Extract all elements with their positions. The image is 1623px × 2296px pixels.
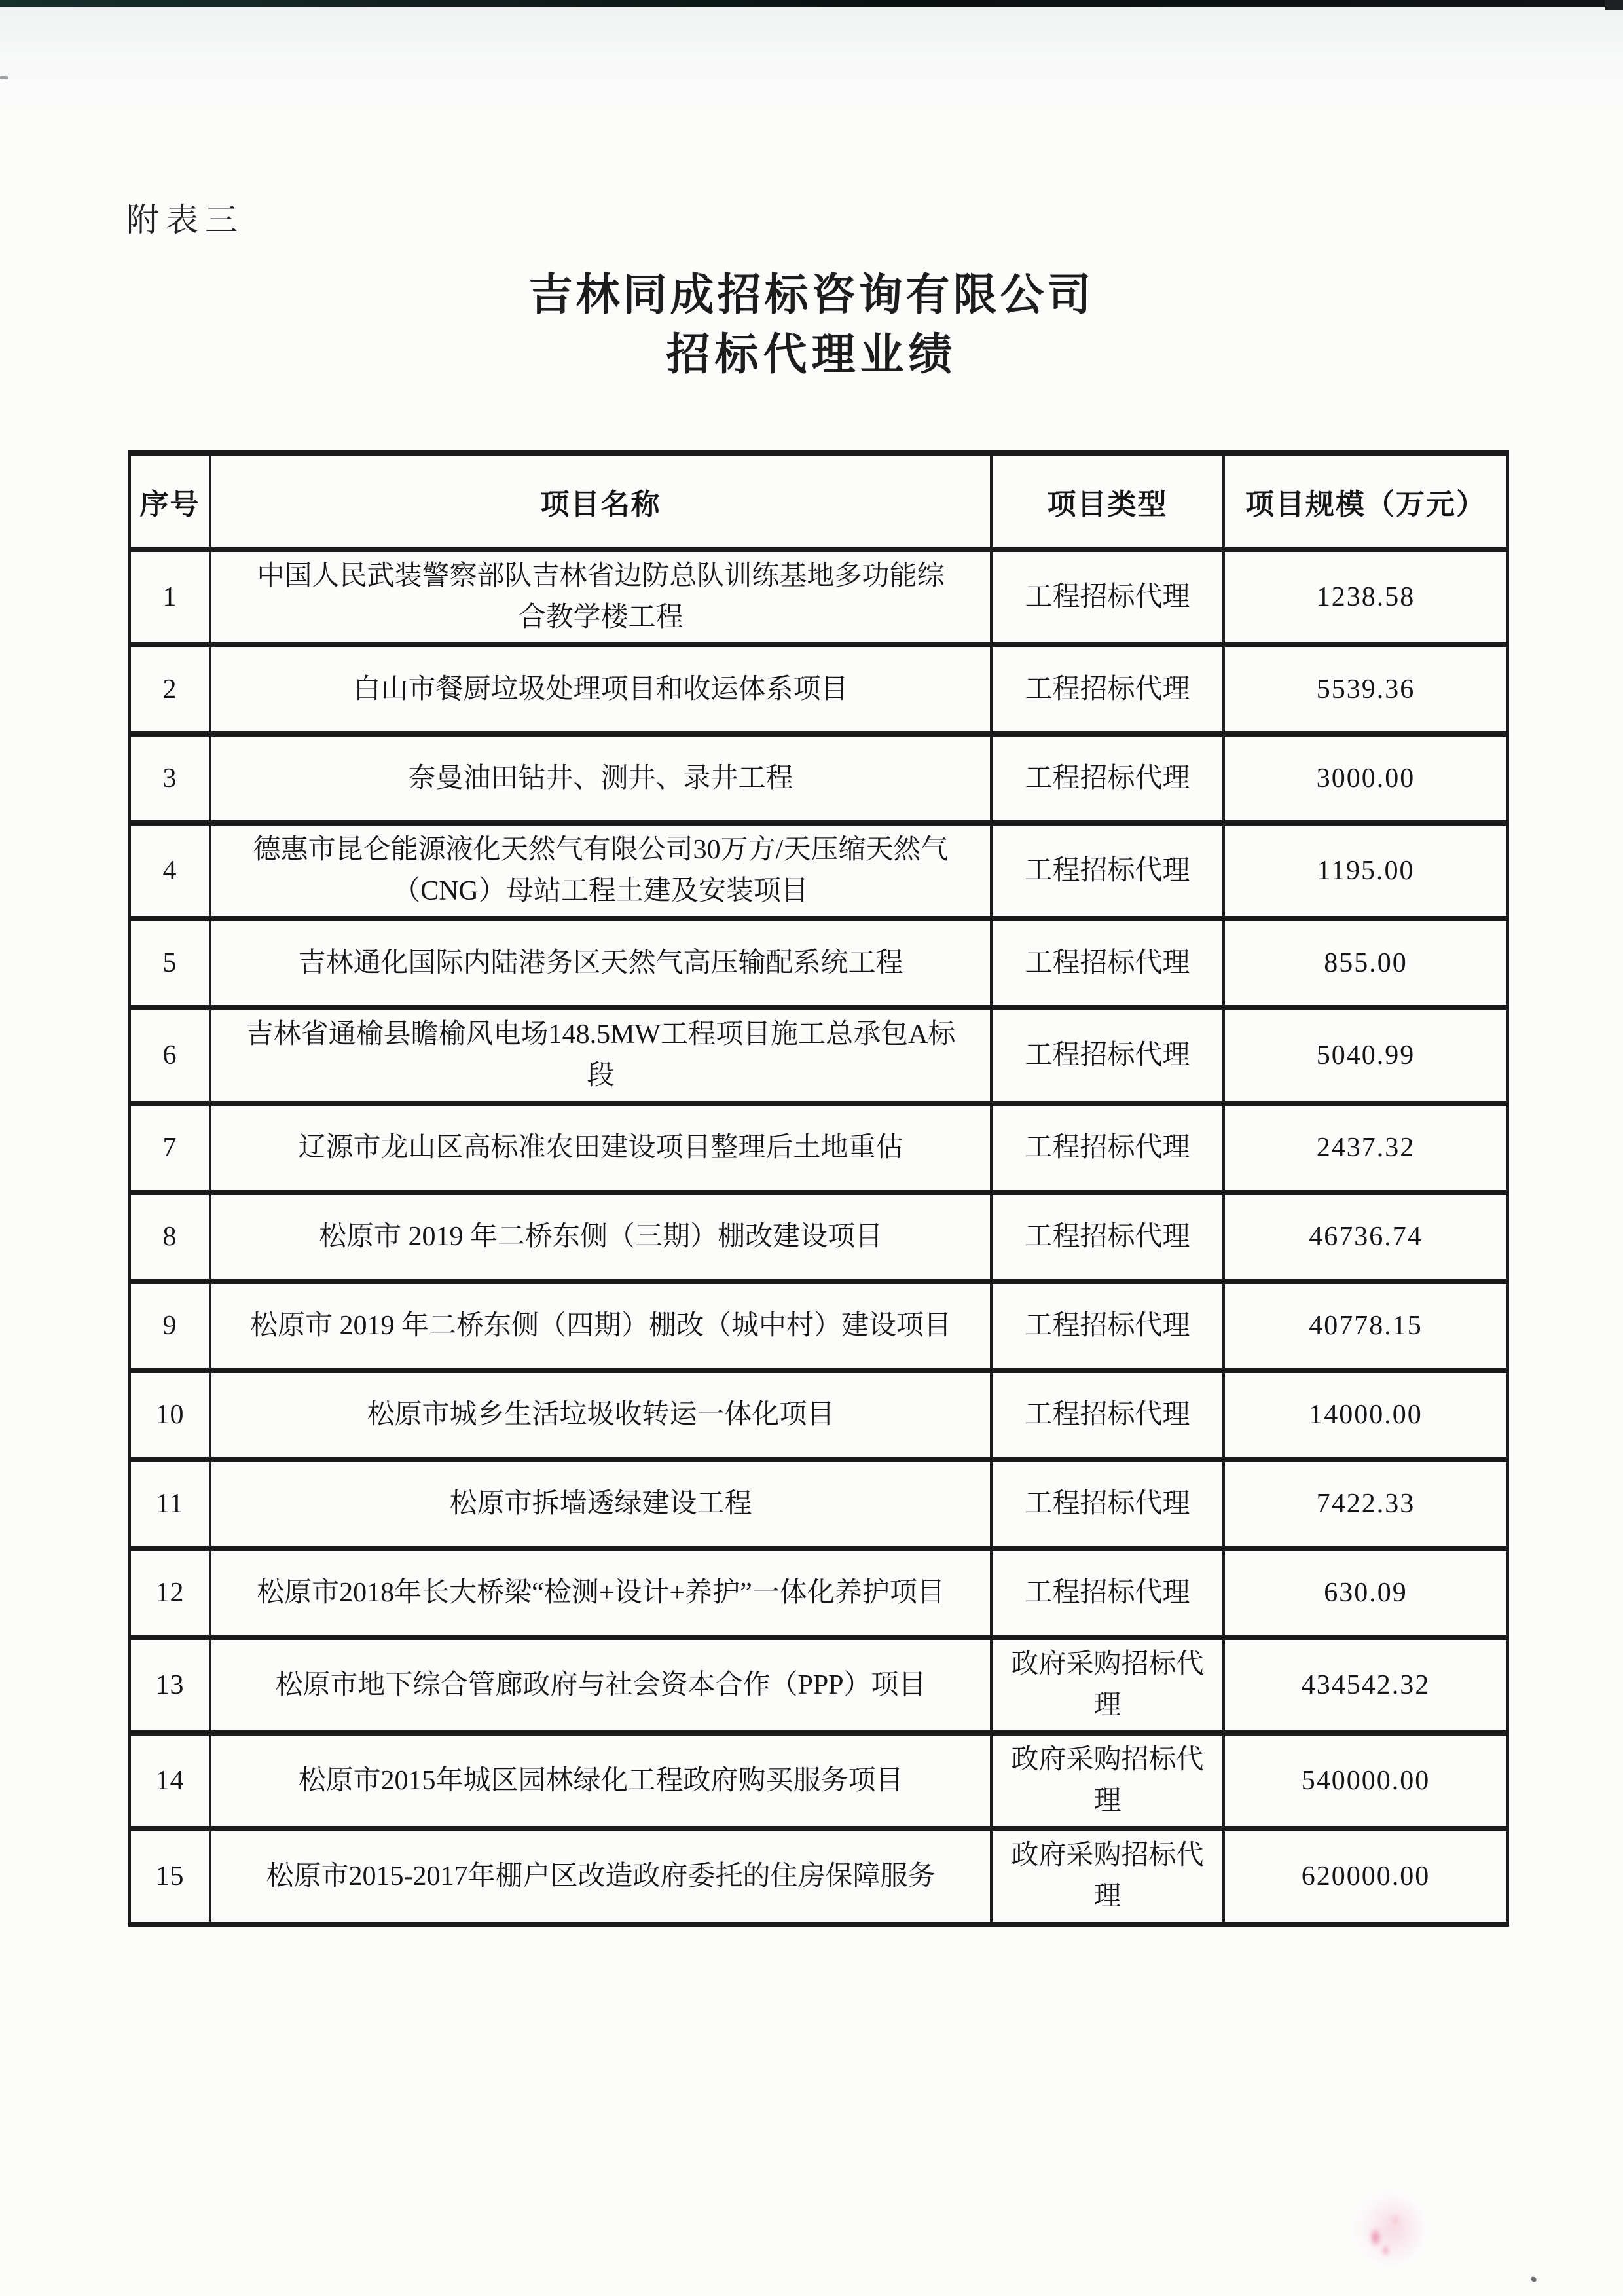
project-type-cell: 工程招标代理 (991, 734, 1224, 823)
header-project-type: 项目类型 (991, 453, 1224, 549)
project-type-cell: 工程招标代理 (991, 823, 1224, 919)
row-index: 1 (130, 549, 210, 645)
row-index: 12 (130, 1548, 210, 1637)
row-index: 8 (130, 1192, 210, 1281)
document-annotation: 附表三 (126, 202, 244, 238)
row-index: 2 (130, 645, 210, 734)
project-type-cell: 政府采购招标代理 (991, 1637, 1224, 1733)
project-name-cell: 白山市餐厨垃圾处理项目和收运体系项目 (210, 645, 991, 734)
project-type-cell: 政府采购招标代理 (991, 1829, 1224, 1924)
row-index: 3 (130, 734, 210, 823)
document-subtitle: 招标代理业绩 (666, 331, 957, 380)
project-name-cell: 松原市 2019 年二桥东侧（四期）棚改（城中村）建设项目 (210, 1281, 991, 1370)
project-type-cell: 工程招标代理 (991, 549, 1224, 645)
project-type-cell: 工程招标代理 (991, 1370, 1224, 1459)
row-index: 7 (130, 1103, 210, 1192)
project-scale-cell: 46736.74 (1224, 1192, 1508, 1281)
project-type-cell: 工程招标代理 (991, 1281, 1224, 1370)
project-type-cell: 工程招标代理 (991, 645, 1224, 734)
project-scale-cell: 855.00 (1224, 919, 1508, 1008)
pink-stamp-smudge (1354, 2192, 1426, 2265)
table-row (130, 823, 1508, 919)
table-row (130, 1829, 1508, 1924)
table-row (130, 1103, 1508, 1192)
scanner-edge-artifact (0, 0, 1623, 7)
project-type-cell: 工程招标代理 (991, 1459, 1224, 1548)
scan-noise-dash (0, 76, 8, 79)
row-index: 9 (130, 1281, 210, 1370)
project-name-cell: 松原市地下综合管廊政府与社会资本合作（PPP）项目 (210, 1637, 991, 1733)
table-row (130, 1637, 1508, 1733)
project-name-cell: 辽源市龙山区高标准农田建设项目整理后土地重估 (210, 1103, 991, 1192)
table-row (130, 734, 1508, 823)
row-index: 6 (130, 1008, 210, 1103)
project-scale-cell: 7422.33 (1224, 1459, 1508, 1548)
row-index: 10 (130, 1370, 210, 1459)
scanner-corner-artifact (1605, 0, 1623, 10)
row-index: 11 (130, 1459, 210, 1548)
project-scale-cell: 434542.32 (1224, 1637, 1508, 1733)
project-scale-cell: 2437.32 (1224, 1103, 1508, 1192)
project-scale-cell: 1238.58 (1224, 549, 1508, 645)
project-type-cell: 工程招标代理 (991, 1192, 1224, 1281)
table-row (130, 1281, 1508, 1370)
table-row (130, 1192, 1508, 1281)
project-name-cell: 奈曼油田钻井、测井、录井工程 (210, 734, 991, 823)
project-type-cell: 工程招标代理 (991, 1548, 1224, 1637)
project-name-cell: 松原市2018年长大桥梁“检测+设计+养护”一体化养护项目 (210, 1548, 991, 1637)
project-type-cell: 工程招标代理 (991, 1008, 1224, 1103)
project-name-cell: 松原市拆墙透绿建设工程 (210, 1459, 991, 1548)
table-row (130, 549, 1508, 645)
row-index: 4 (130, 823, 210, 919)
table-row (130, 645, 1508, 734)
table-row (130, 1008, 1508, 1103)
performance-table-body (130, 549, 1508, 1924)
header-project-name: 项目名称 (210, 453, 991, 549)
table-row (130, 1548, 1508, 1637)
project-scale-cell: 5040.99 (1224, 1008, 1508, 1103)
title-block (0, 270, 1623, 381)
table-header (130, 453, 1508, 549)
row-index: 5 (130, 919, 210, 1008)
project-name-cell: 松原市 2019 年二桥东侧（三期）棚改建设项目 (210, 1192, 991, 1281)
project-scale-cell: 1195.00 (1224, 823, 1508, 919)
project-scale-cell: 40778.15 (1224, 1281, 1508, 1370)
project-name-cell: 吉林通化国际内陆港务区天然气高压输配系统工程 (210, 919, 991, 1008)
table-row (130, 1370, 1508, 1459)
company-title: 吉林同成招标咨询有限公司 (528, 271, 1095, 319)
project-name-cell: 松原市城乡生活垃圾收转运一体化项目 (210, 1370, 991, 1459)
project-type-cell: 政府采购招标代理 (991, 1733, 1224, 1829)
project-scale-cell: 14000.00 (1224, 1370, 1508, 1459)
row-index: 14 (130, 1733, 210, 1829)
scan-noise-speck (1530, 2276, 1537, 2283)
project-name-cell: 松原市2015-2017年棚户区改造政府委托的住房保障服务 (210, 1829, 991, 1924)
performance-table (128, 450, 1509, 1927)
project-scale-cell: 5539.36 (1224, 645, 1508, 734)
header-row (130, 453, 1508, 549)
project-name-cell: 中国人民武装警察部队吉林省边防总队训练基地多功能综合教学楼工程 (210, 549, 991, 645)
project-scale-cell: 540000.00 (1224, 1733, 1508, 1829)
project-scale-cell: 630.09 (1224, 1548, 1508, 1637)
table-row (130, 919, 1508, 1008)
project-scale-cell: 3000.00 (1224, 734, 1508, 823)
table-row (130, 1733, 1508, 1829)
project-name-cell: 吉林省通榆县瞻榆风电场148.5MW工程项目施工总承包A标段 (210, 1008, 991, 1103)
project-type-cell: 工程招标代理 (991, 1103, 1224, 1192)
table-row (130, 1459, 1508, 1548)
header-project-scale: 项目规模（万元） (1224, 453, 1508, 549)
project-name-cell: 德惠市昆仑能源液化天然气有限公司30万方/天压缩天然气（CNG）母站工程土建及安装项目 (210, 823, 991, 919)
header-serial-number: 序号 (130, 453, 210, 549)
project-scale-cell: 620000.00 (1224, 1829, 1508, 1924)
row-index: 13 (130, 1637, 210, 1733)
row-index: 15 (130, 1829, 210, 1924)
project-type-cell: 工程招标代理 (991, 919, 1224, 1008)
project-name-cell: 松原市2015年城区园林绿化工程政府购买服务项目 (210, 1733, 991, 1829)
